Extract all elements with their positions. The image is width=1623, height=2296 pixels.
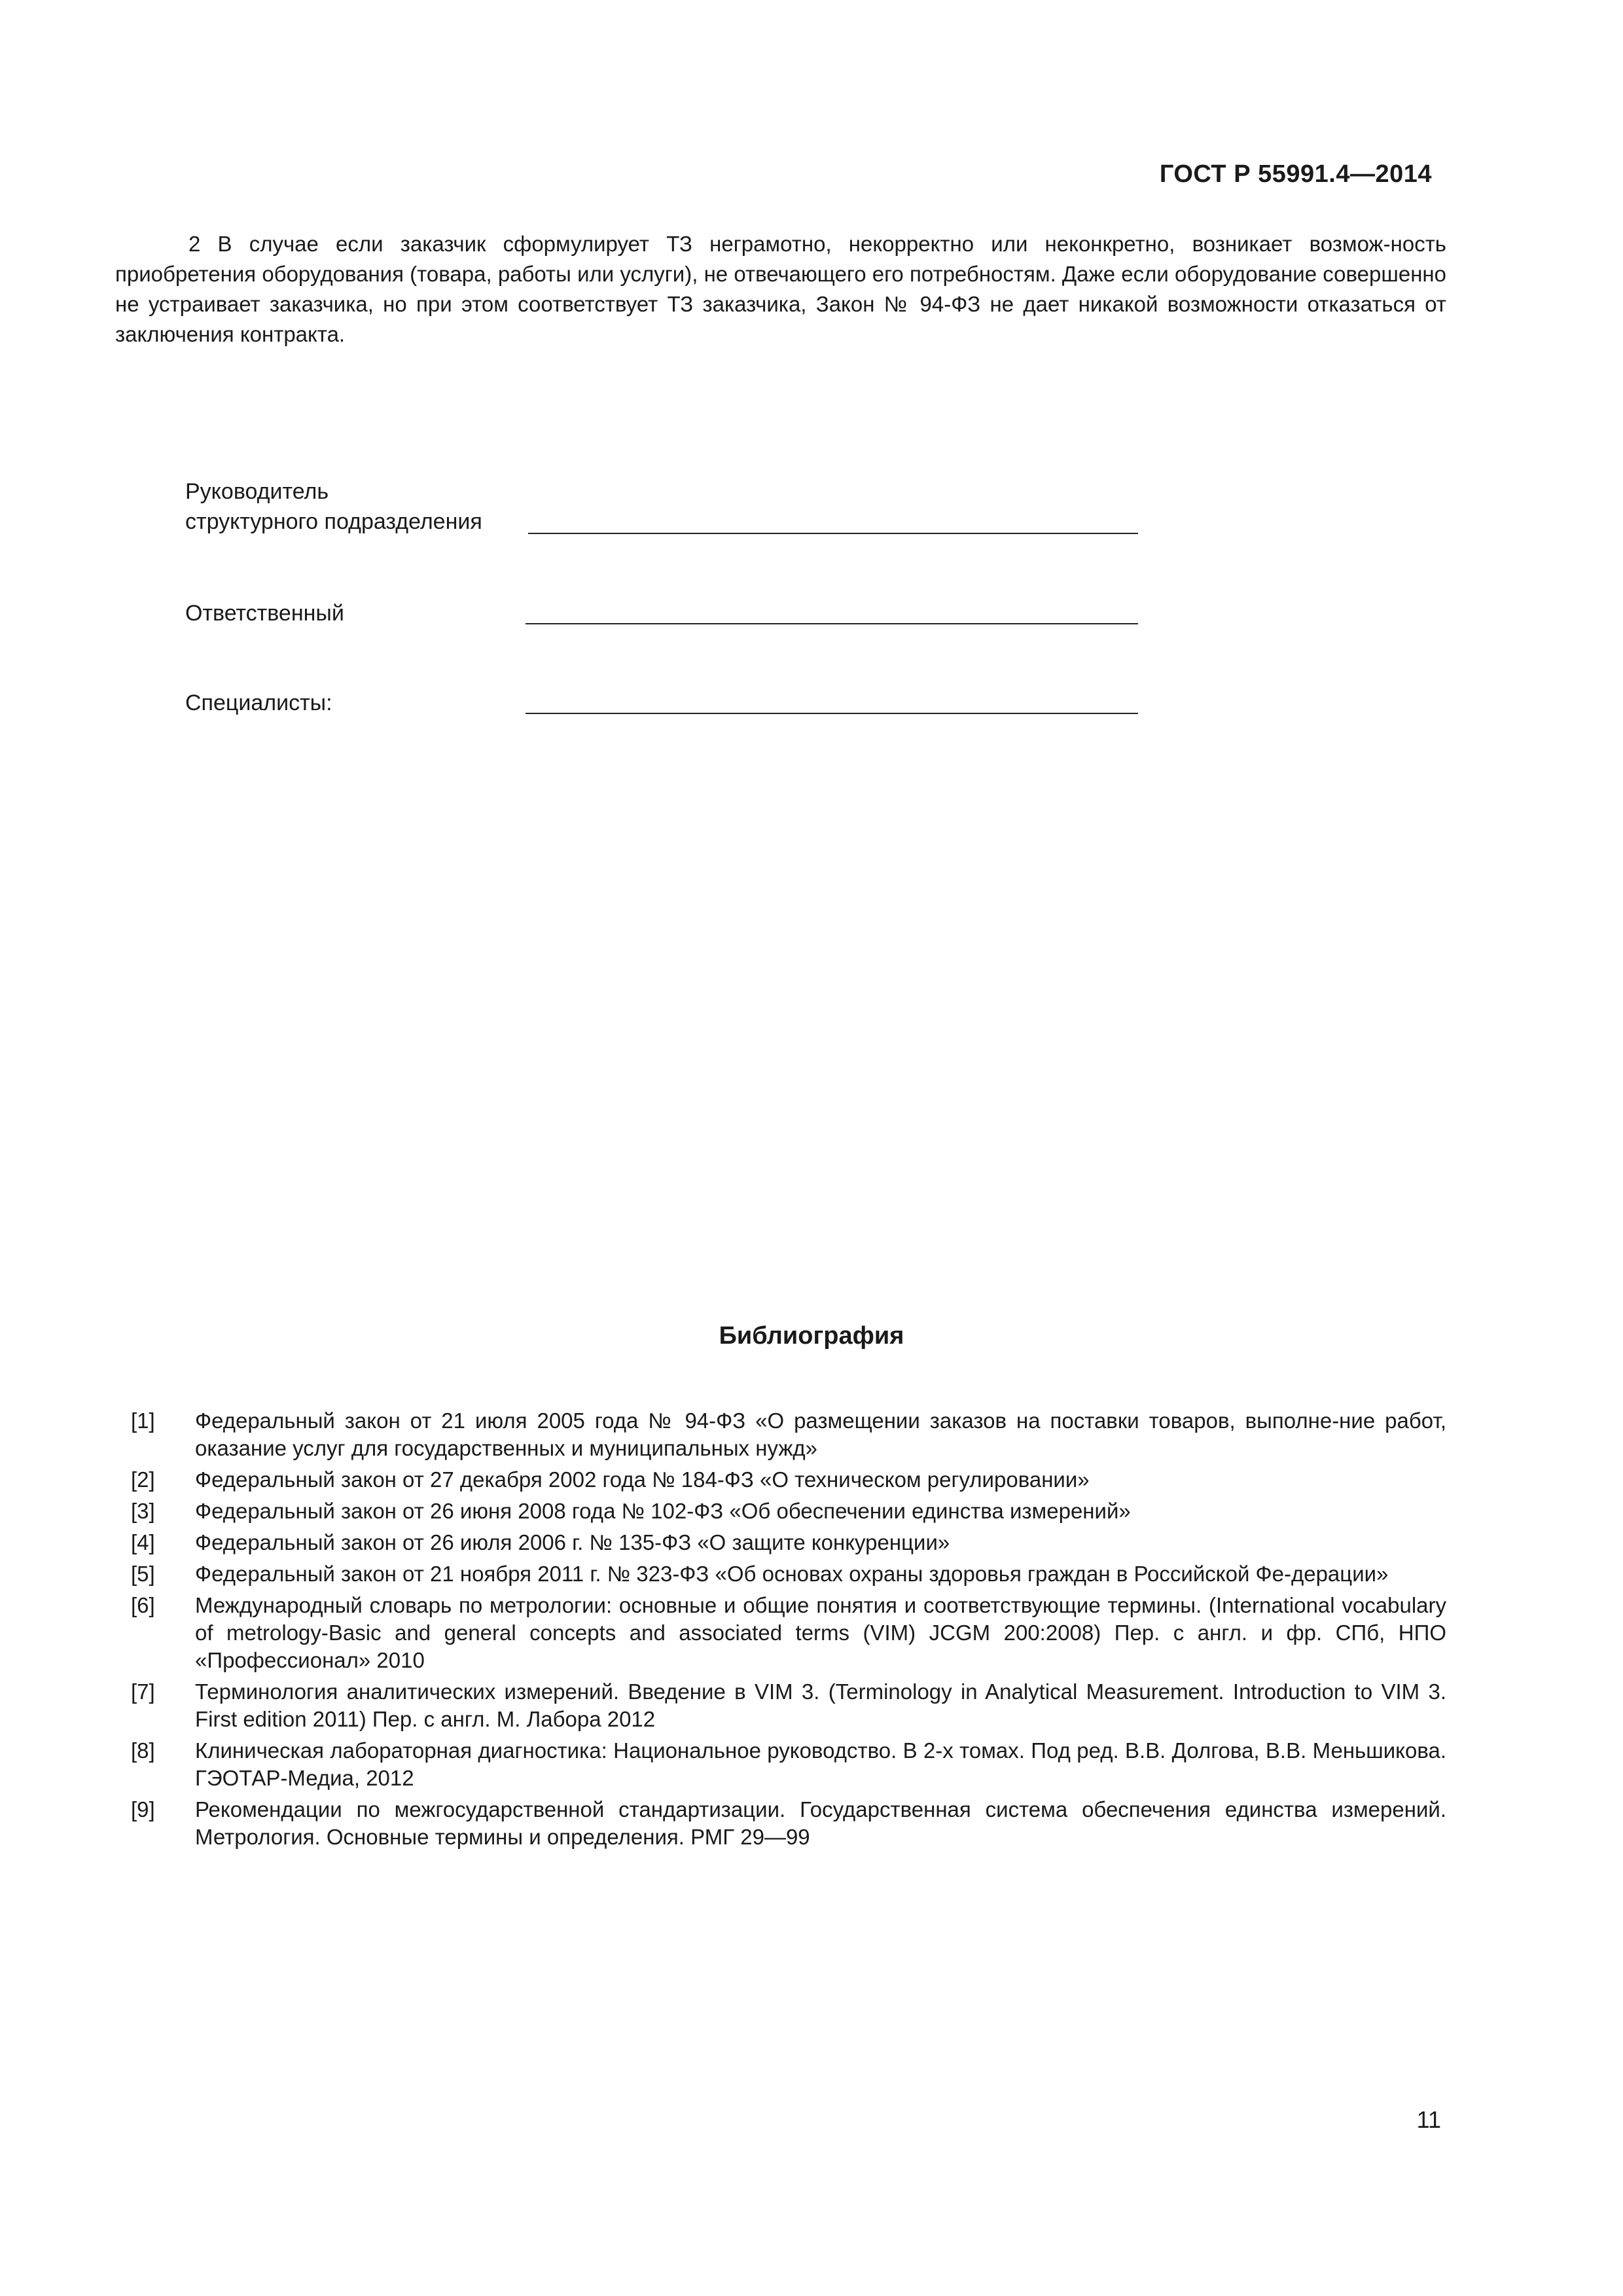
signature-row-responsible [185, 598, 1141, 628]
bibliography-item-number: [1] [131, 1408, 155, 1433]
bibliography-title: Библиография [719, 1322, 904, 1350]
page-number: 11 [1416, 2106, 1441, 2133]
bibliography-item [131, 1796, 1446, 1851]
bibliography-item-number: [9] [131, 1797, 155, 1821]
bibliography-item-text: Федеральный закон от 26 июня 2008 года № 102-ФЗ «Об обеспечении единства измерений» [195, 1499, 1131, 1523]
bibliography-item [131, 1498, 1446, 1525]
bibliography-item-number: [4] [131, 1530, 155, 1554]
bibliography-list [131, 1407, 1446, 1855]
signature-label-head-line2: структурного подразделения [185, 509, 482, 534]
signature-line-specialists [526, 713, 1138, 714]
signature-row-specialists [185, 688, 1141, 718]
bibliography-item-number: [2] [131, 1467, 155, 1492]
bibliography-item-text: Терминология аналитических измерений. Введение в VIM 3. (Terminology in Analytical Measurement. Introduction to VIM 3. First edition 2011) Пер. с англ. М. Лабора 2012 [195, 1679, 1446, 1731]
bibliography-item-number: [6] [131, 1593, 155, 1617]
signature-line-head [528, 533, 1138, 534]
bibliography-item [131, 1529, 1446, 1556]
signature-label-head-line1: Руководитель [185, 479, 329, 504]
bibliography-item-text: Федеральный закон от 27 декабря 2002 года № 184-ФЗ «О техническом регулировании» [195, 1467, 1090, 1492]
bibliography-item-number: [5] [131, 1562, 155, 1586]
signature-label-responsible: Ответственный [185, 601, 344, 626]
signature-row-head [185, 476, 1141, 537]
bibliography-item-number: [3] [131, 1499, 155, 1523]
bibliography-item [131, 1592, 1446, 1674]
bibliography-item-text: Международный словарь по метрологии: основные и общие понятия и соответствующие термины. (International vocabulary of metrology-Basic and general concepts and associated terms (VIM) JCGM 200:2008) Пер. с англ. и фр. СПб, НПО «Профессионал» 2010 [195, 1593, 1446, 1672]
note-paragraph: 2 В случае если заказчик сформулирует ТЗ неграмотно, некорректно или неконкретно, возникает возмож-ность приобретения оборудования (товара, работы или услуги), не отвечающего его потребностям. Даже если оборудование совершенно не устраивает заказчика, но при этом соответствует ТЗ заказчика, Закон № 94-ФЗ не дает никакой возможности отказаться от заключения контракта. [115, 232, 1446, 346]
bibliography-item-text: Федеральный закон от 21 ноября 2011 г. № 323-ФЗ «Об основах охраны здоровья граждан в Российской Фе-дерации» [195, 1562, 1389, 1586]
bibliography-item-number: [7] [131, 1679, 155, 1704]
signature-line-responsible [526, 623, 1138, 624]
signature-label-head [185, 476, 482, 537]
bibliography-item-text: Клиническая лабораторная диагностика: Национальное руководство. В 2-х томах. Под ред. В.В. Долгова, В.В. Меньшикова. ГЭОТАР-Медиа, 2012 [195, 1738, 1446, 1790]
bibliography-item [131, 1407, 1446, 1462]
signature-label-specialists: Специалисты: [185, 691, 332, 715]
bibliography-item-text: Рекомендации по межгосударственной стандартизации. Государственная система обеспечения единства измерений. Метрология. Основные термины и определения. РМГ 29—99 [195, 1797, 1446, 1849]
bibliography-item [131, 1737, 1446, 1792]
bibliography-item-text: Федеральный закон от 21 июля 2005 года № 94-ФЗ «О размещении заказов на поставки товаров, выполне-ние работ, оказание услуг для государственных и муниципальных нужд» [195, 1408, 1446, 1460]
bibliography-item [131, 1678, 1446, 1733]
bibliography-item-text: Федеральный закон от 26 июля 2006 г. № 135-ФЗ «О защите конкуренции» [195, 1530, 950, 1554]
bibliography-item [131, 1466, 1446, 1494]
bibliography-item-number: [8] [131, 1738, 155, 1763]
bibliography-item [131, 1560, 1446, 1588]
document-code-header: ГОСТ Р 55991.4—2014 [1159, 160, 1432, 188]
